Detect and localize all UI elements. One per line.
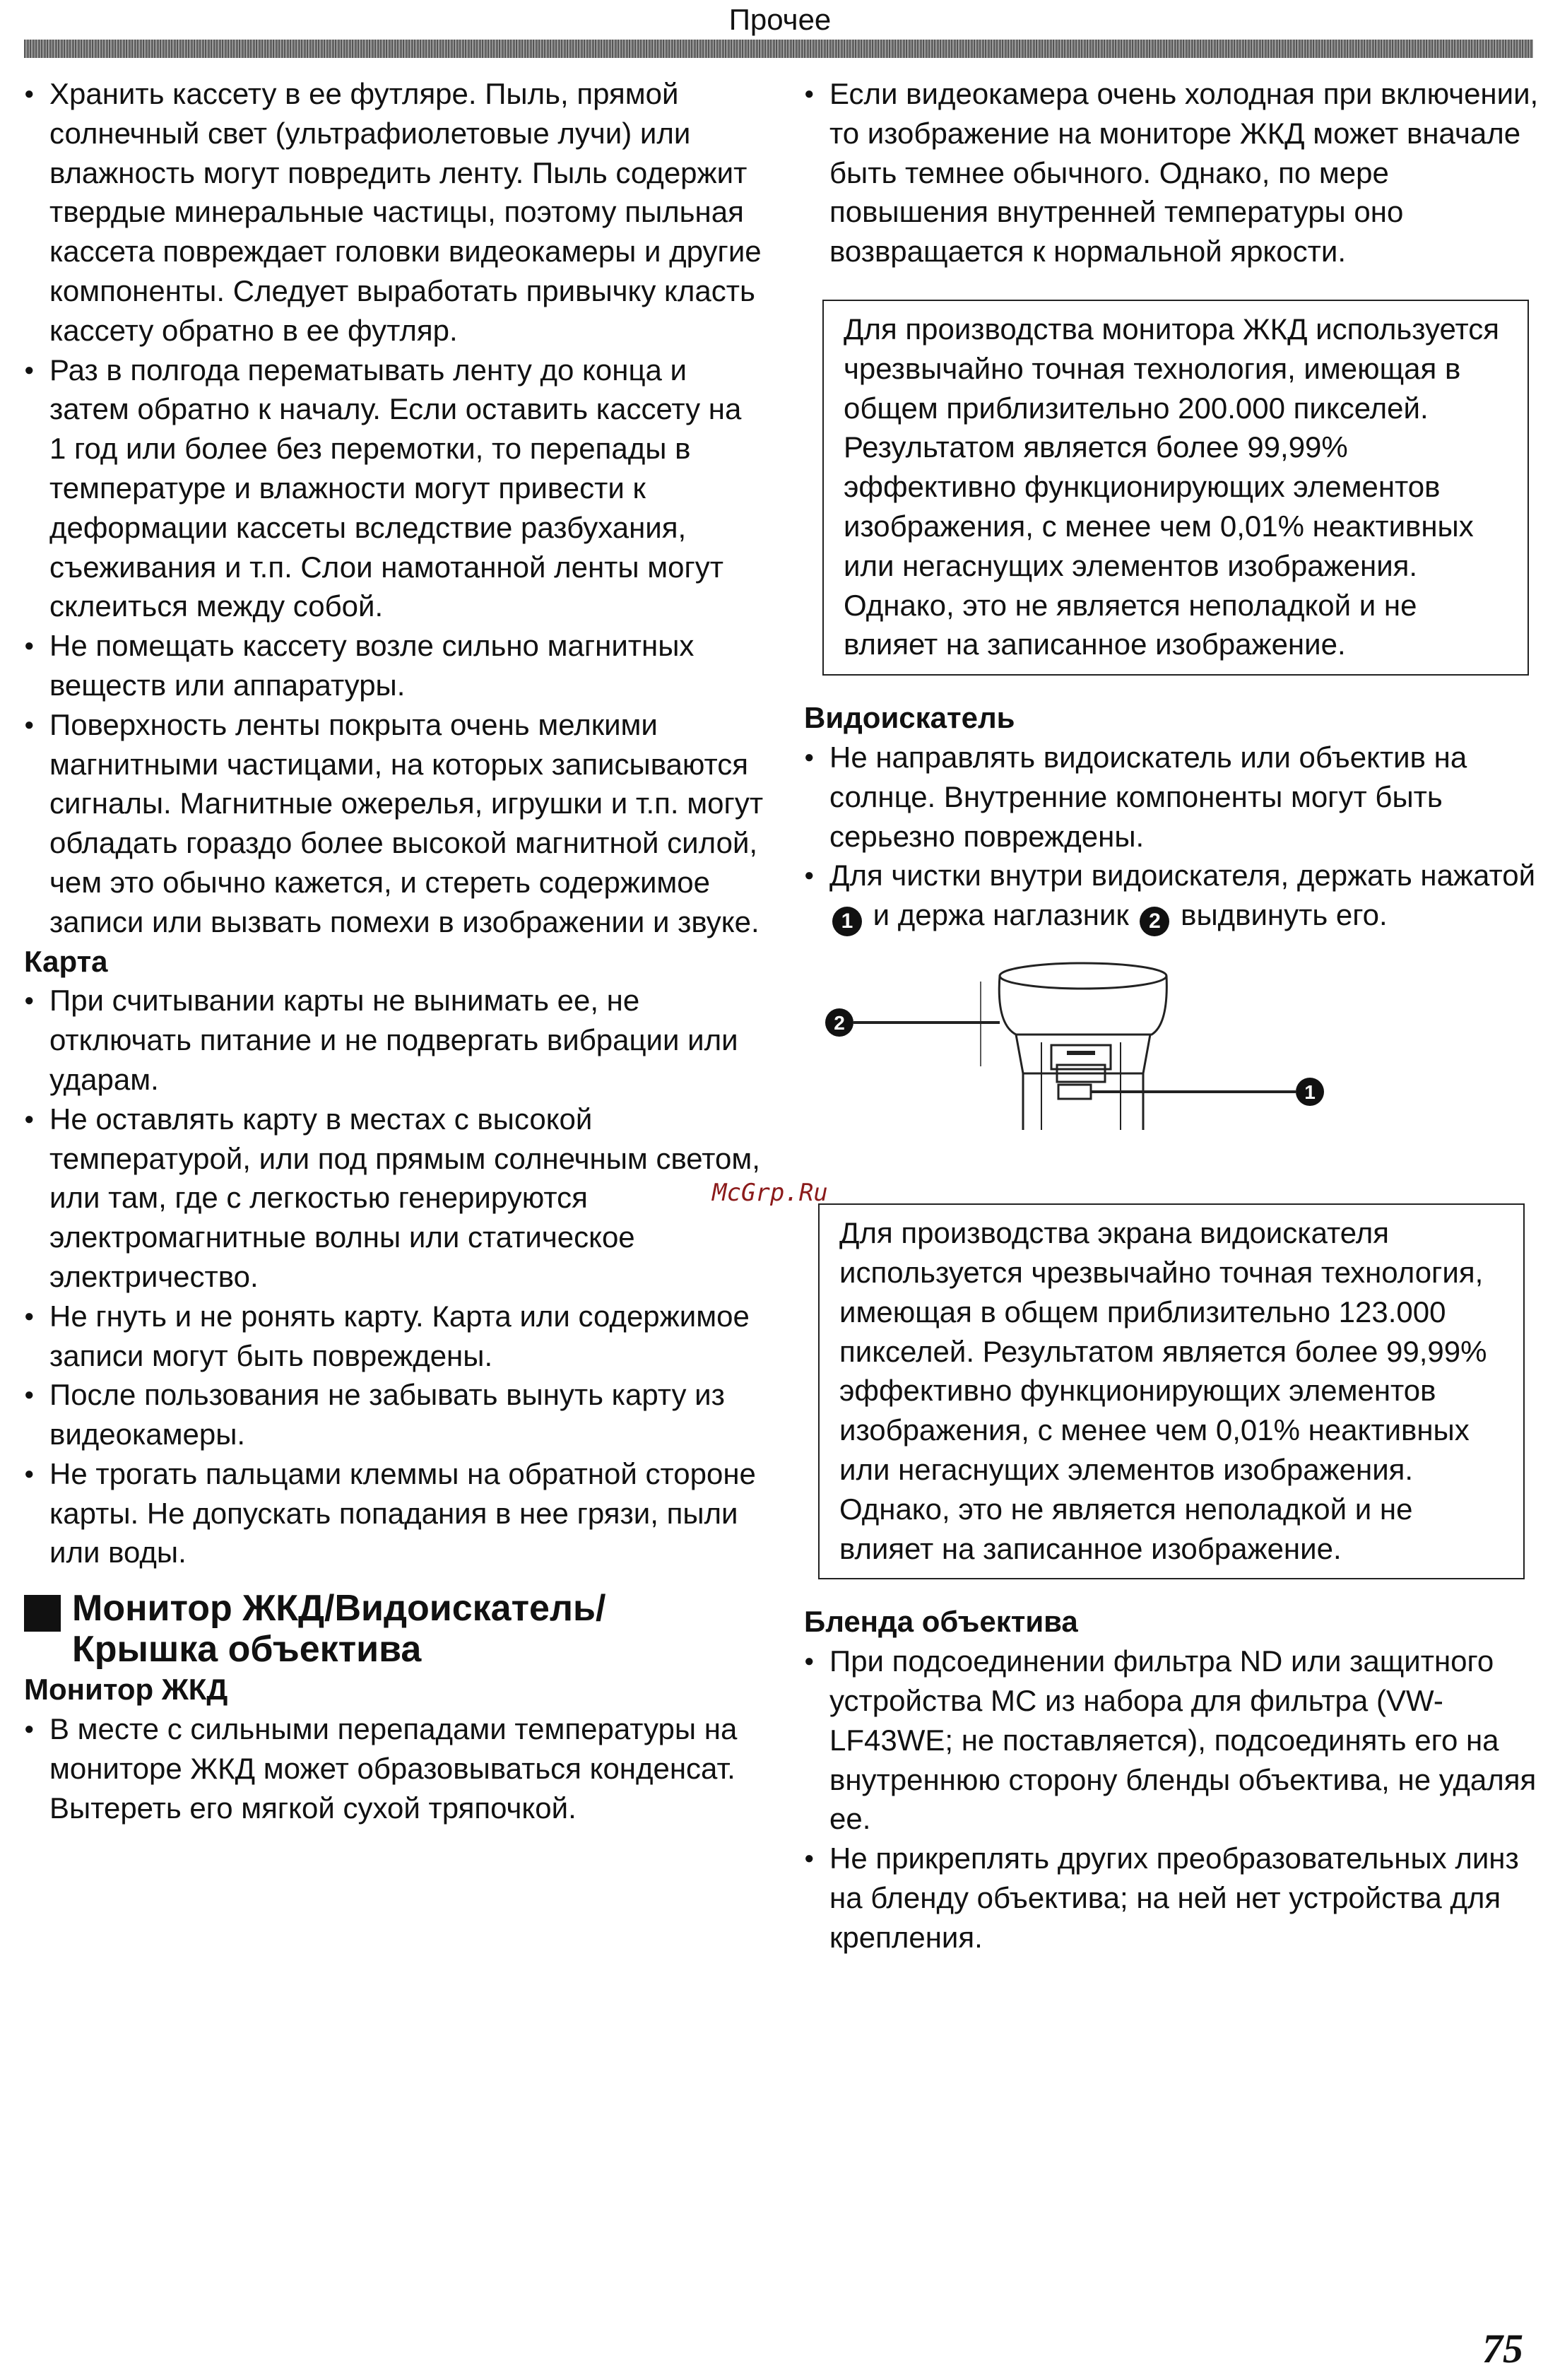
viewfinder-heading: Видоискатель: [804, 701, 1015, 735]
list-item: [804, 856, 1539, 936]
watermark: McGrp.Ru: [712, 1179, 828, 1207]
section-heading-line2: Крышка объектива: [72, 1629, 422, 1671]
viewfinder-step-text1: Для чистки внутри видоискателя, держать нажатой: [829, 859, 1536, 892]
hood-heading: Бленда объектива: [804, 1605, 1078, 1639]
header-rule: [24, 40, 1533, 58]
list-item: ● Не оставлять карту в местах с высокой температурой, или под прямым солнечным светом, или там, где с легкостью генерируются электромагнитные волны или статическое электричество.: [24, 1100, 766, 1297]
list-item: ● Хранить кассету в ее футляре. Пыль, прямой солнечный свет (ультрафиолетовые лучи) или влажность могут повредить ленту. Пыль содержит твердые минеральные частицы, поэтому пыльная кассета повреждает головки видеокамеры и другие компоненты. Следует выработать привычку класть кассету обратно в ее футляр.: [24, 74, 766, 350]
callout-2-icon: [825, 1008, 853, 1037]
card-heading: Карта: [24, 944, 108, 978]
section-heading-line1: Монитор ЖКД/Видоискатель/: [72, 1588, 606, 1630]
viewfinder-step-text3: выдвинуть его.: [1181, 898, 1388, 932]
viewfinder-note-text: Для производства экрана видоискателя используется чрезвычайно точная технология, имеющая в общем приблизительно 123.000 пикселей. Результатом является более 99,99% эффективно функционирующих элементов изображения, с менее чем 0,01% неактивных или негаснущих элементов изображения. Однако, это не является неполадкой и не влияет на записанное изображение.: [839, 1216, 1487, 1565]
list-item: ● Не направлять видоискатель или объектив на солнце. Внутренние компоненты могут быть серьезно повреждены.: [804, 738, 1539, 856]
badge-1-icon: 1: [832, 907, 862, 936]
lcd-note-text: Для производства монитора ЖКД используется чрезвычайно точная технология, имеющая в общем приблизительно 200.000 пикселей. Результатом является более 99,99% эффективно функционирующих элементов изображения, с менее чем 0,01% неактивных или негаснущих элементов изображения. Однако, это не является неполадкой и не влияет на записанное изображение.: [844, 312, 1499, 661]
list-item: ● Не помещать кассету возле сильно магнитных веществ или аппаратуры.: [24, 626, 766, 705]
callout-1-icon: [1296, 1078, 1324, 1106]
list-item: ● Если видеокамера очень холодная при включении, то изображение на мониторе ЖКД может вначале быть темнее обычного. Однако, по мере повышения внутренней температуры оно возвращается к нормальной яркости.: [804, 74, 1539, 271]
list-item: ● В месте с сильными перепадами температуры на мониторе ЖКД может образовываться конденсат. Вытереть его мягкой сухой тряпочкой.: [24, 1709, 766, 1827]
list-item: ● После пользования не забывать вынуть карту из видеокамеры.: [24, 1375, 766, 1454]
page-number: 75: [1482, 2326, 1523, 2372]
viewfinder-illustration: [804, 960, 1539, 1179]
badge-2-icon: 2: [1140, 907, 1169, 936]
list-item: ● Раз в полгода перематывать ленту до конца и затем обратно к началу. Если оставить кассету на 1 год или более без перемотки, то перепады в температуре и влажности могут привести к деформации кассеты вследствие разбухания, съеживания и т.п. Слои намотанной ленты могут склеиться между собой.: [24, 350, 766, 627]
page-header-title: Прочее: [728, 3, 832, 36]
callout-1-label: 1: [1304, 1081, 1316, 1104]
viewfinder-note-box: [818, 1203, 1525, 1579]
left-column: [24, 74, 766, 1827]
section-marker-icon: [24, 1595, 61, 1632]
eyecup-rim: [1000, 963, 1166, 989]
section-heading: [24, 1588, 766, 1670]
viewfinder-diagram: [804, 960, 1539, 1179]
list-item: ● Не гнуть и не ронять карту. Карта или содержимое записи могут быть повреждены.: [24, 1297, 766, 1376]
callout-2-label: 2: [834, 1012, 845, 1035]
slider-bar: [1067, 1051, 1095, 1055]
right-column: [804, 74, 1539, 1957]
list-item: ● Не трогать пальцами клеммы на обратной стороне карты. Не допускать попадания в нее грязи, пыли или воды.: [24, 1454, 766, 1572]
list-item: ● При подсоединении фильтра ND или защитного устройства MC из набора для фильтра (VW-LF43WE; не поставляется), подсоединять его на внутреннюю сторону бленды объектива, не удаляя ее.: [804, 1642, 1539, 1839]
list-item: ● Поверхность ленты покрыта очень мелкими магнитными частицами, на которых записываются сигналы. Магнитные ожерелья, игрушки и т.п. могут обладать гораздо более высокой магнитной силой, чем это обычно кажется, и стереть содержимое записи или вызвать помехи в изображении и звуке.: [24, 705, 766, 942]
lcd-note-box: [822, 300, 1529, 676]
viewfinder-step-text2: и держа наглазник: [873, 898, 1129, 932]
release-button-outline: [1058, 1085, 1091, 1099]
lcd-heading: Монитор ЖКД: [24, 1673, 228, 1707]
list-item: ● Не прикреплять других преобразовательных линз на бленду объектива; на ней нет устройства для крепления.: [804, 1839, 1539, 1957]
list-item: ● При считывании карты не вынимать ее, не отключать питание и не подвергать вибрации или ударам.: [24, 981, 766, 1099]
